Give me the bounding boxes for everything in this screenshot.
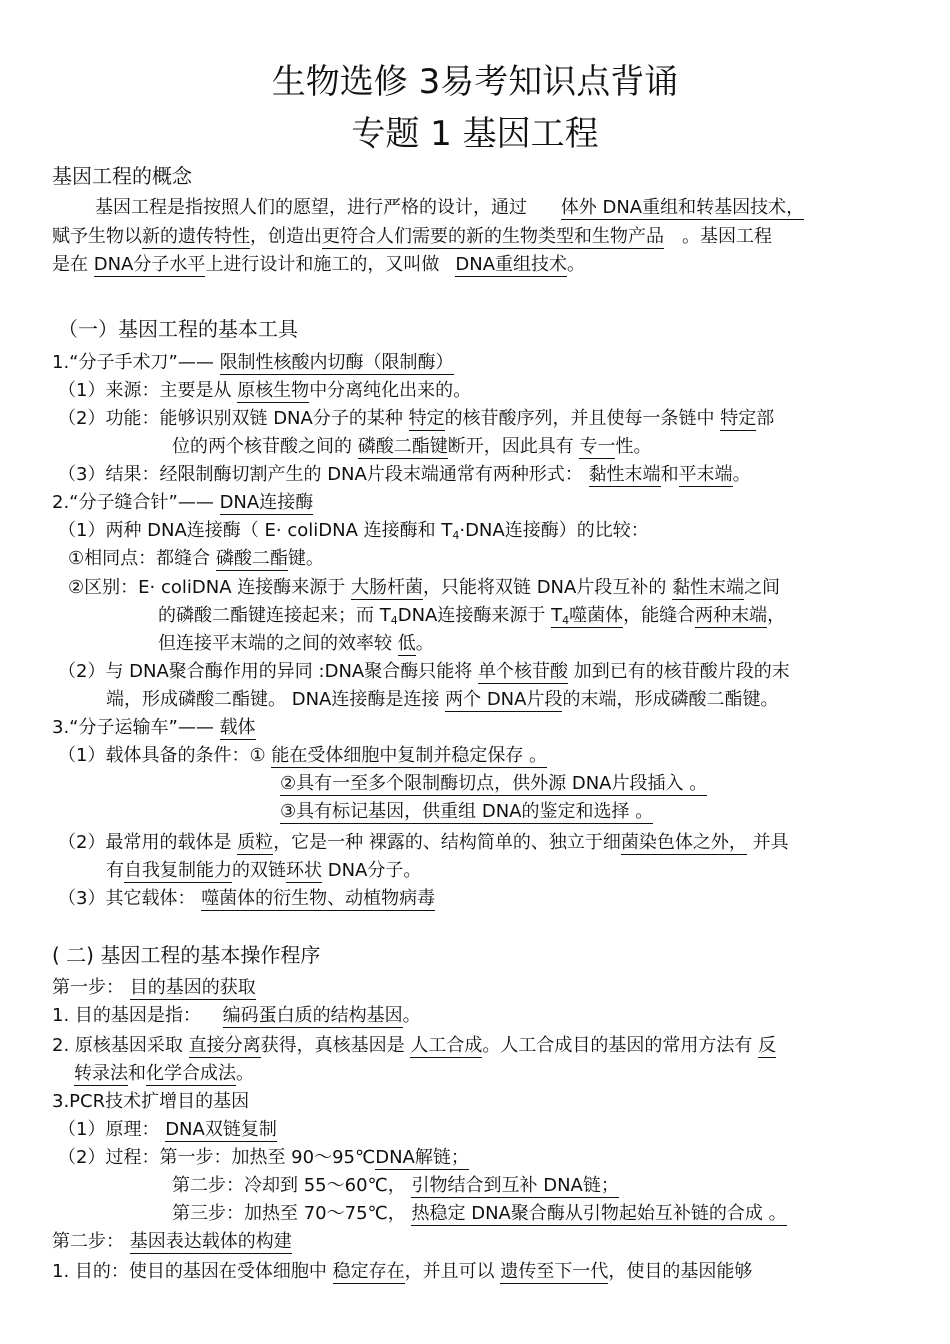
text: DNA分子的某种 bbox=[273, 408, 403, 429]
underlined-text: 黏性末端 bbox=[672, 577, 745, 598]
text: （1）两种 DNA连接酶（ E· coliDNA 连接酶和 T bbox=[58, 520, 453, 541]
text: 。 bbox=[236, 1063, 254, 1084]
subscript: 4 bbox=[562, 614, 570, 627]
text: ，并且可以 bbox=[404, 1261, 495, 1282]
underlined-text: 专一 bbox=[579, 436, 616, 457]
text: 端，形成磷酸二酯键。 DNA连接酶是连接 bbox=[106, 689, 440, 710]
underlined-text: 稳定存在 bbox=[332, 1261, 405, 1282]
text: （2）功能：能够识别双链 bbox=[58, 408, 268, 429]
underlined-text: 编码蛋白质的结构基因 bbox=[222, 1005, 403, 1026]
procedure-heading: ( 二) 基因工程的基本操作程序 bbox=[52, 943, 321, 967]
underlined-text: 限制性核酸内切酶（限制酶） bbox=[219, 352, 454, 373]
tool-1-function-cont bbox=[172, 434, 651, 460]
text: T bbox=[551, 605, 563, 626]
text: 上进行设计和施工的，又叫做 bbox=[205, 254, 440, 275]
text: 和 bbox=[660, 464, 679, 485]
underlined-text: 单个核苷酸 bbox=[477, 661, 568, 682]
tool-2-compare bbox=[58, 518, 649, 549]
text: 。 bbox=[403, 860, 422, 881]
text: 。人工合成目的基因的常用方法有 bbox=[482, 1035, 753, 1056]
step-2-point-1 bbox=[52, 1259, 752, 1285]
tool-3-condition-3 bbox=[280, 799, 653, 825]
underlined-text: DNA连接酶 bbox=[219, 492, 314, 513]
text: ，它是一种 裸露的、结构简单的、独立于细 bbox=[273, 832, 621, 853]
text: 性。 bbox=[615, 436, 652, 457]
text: ，只能将双链 DNA片段互补的 bbox=[422, 577, 667, 598]
tool-3-condition-2 bbox=[280, 771, 707, 797]
text: 获得，真核基因是 bbox=[260, 1035, 405, 1056]
text: 2. 原核基因采取 bbox=[52, 1035, 183, 1056]
text: 的核苷酸序列，并且使每一条链中 bbox=[444, 408, 715, 429]
tool-3-title bbox=[52, 715, 256, 741]
underlined-text bbox=[551, 605, 623, 628]
tool-1-result bbox=[58, 462, 751, 488]
text: 。 bbox=[415, 633, 434, 654]
text: DNA分子 bbox=[327, 860, 404, 881]
step-2-title bbox=[52, 1229, 292, 1255]
text: 2.“分子缝合针”—— bbox=[52, 492, 214, 513]
tool-2-same bbox=[68, 546, 324, 572]
underlined-text: 两个 DNA片段 bbox=[445, 689, 563, 710]
concept-line-3 bbox=[52, 252, 585, 278]
text: 第三步：加热至 70～75℃， bbox=[172, 1203, 406, 1224]
text: ，能缝合 bbox=[623, 605, 696, 626]
tool-1-source bbox=[58, 378, 471, 404]
text: （2）最常用的载体是 bbox=[58, 832, 232, 853]
tool-3-other bbox=[58, 886, 435, 912]
text: 之间 bbox=[744, 577, 781, 598]
text: 。 bbox=[732, 464, 751, 485]
text: 基因工程是指按照人们的愿望，进行严格的设计，通过 bbox=[95, 197, 527, 218]
text: 有 bbox=[106, 860, 124, 881]
tool-2-vs-polymerase bbox=[58, 659, 790, 685]
underlined-text: 大肠杆菌 bbox=[350, 577, 423, 598]
underlined-text: 基因表达载体的构建 bbox=[129, 1231, 292, 1252]
underlined-text: 磷酸二酯 bbox=[215, 548, 288, 569]
text: 断开，因此具有 bbox=[447, 436, 574, 457]
step-1-point-1 bbox=[52, 1003, 421, 1029]
text: （1）载体具备的条件：① bbox=[58, 745, 266, 766]
text: （2）过程：第一步：加热至 90～95℃ bbox=[58, 1147, 376, 1168]
underlined-text: 低 bbox=[397, 633, 416, 654]
text: 第二步：冷却到 55～60℃， bbox=[172, 1175, 406, 1196]
tool-3-conditions bbox=[58, 743, 547, 769]
doc-subtitle: 专题 1 基因工程 bbox=[351, 114, 599, 154]
underlined-text: 磷酸二酯键 bbox=[357, 436, 448, 457]
underlined-text: 原核生物 bbox=[237, 380, 310, 401]
text: 1. 目的：使目的基因在受体细胞中 bbox=[52, 1261, 327, 1282]
text: （3）结果：经限制酶切割产生的 bbox=[58, 464, 322, 485]
tool-1-function bbox=[58, 406, 774, 432]
underlined-text: 能在受体细胞中复制并稳定保存 。 bbox=[271, 745, 548, 766]
underlined-text: 载体 bbox=[219, 717, 256, 738]
underlined-text: DNA双链复制 bbox=[165, 1119, 277, 1140]
tool-3-plasmid-cont bbox=[106, 858, 421, 884]
text: （2）与 DNA聚合酶作用的异同 :DNA聚合酶只能将 bbox=[58, 661, 473, 682]
pcr-step-3 bbox=[172, 1201, 787, 1227]
text: （3）其它载体： bbox=[58, 888, 196, 909]
text: DNA片段末端通常有两种形式： bbox=[327, 464, 583, 485]
text: 3.“分子运输车”—— bbox=[52, 717, 214, 738]
step-1-point-2-cont bbox=[74, 1061, 254, 1087]
underlined-text: 特定 bbox=[408, 408, 445, 429]
pcr-principle bbox=[58, 1117, 277, 1143]
underlined-text: 转录法 bbox=[74, 1063, 128, 1084]
text: ，使目的基因能够 bbox=[608, 1261, 753, 1282]
underlined-text: 直接分离 bbox=[188, 1035, 261, 1056]
underlined-text: 更符合人们需要的新的生物类型和生物产品 bbox=[322, 226, 664, 247]
text: 的磷酸二酯键连接起来；而 T bbox=[158, 605, 391, 626]
tool-2-title bbox=[52, 490, 313, 516]
text: 和 bbox=[128, 1063, 146, 1084]
underlined-text: 菌染色体之外， bbox=[620, 832, 747, 853]
underlined-text: 特定 bbox=[720, 408, 757, 429]
doc-title: 生物选修 3易考知识点背诵 bbox=[271, 62, 679, 102]
underlined-text: 两种末端 bbox=[695, 605, 768, 626]
step-1-point-3: 3.PCR技术扩增目的基因 bbox=[52, 1091, 250, 1112]
subscript: 4 bbox=[390, 614, 398, 627]
text: （1）来源：主要是从 bbox=[58, 380, 232, 401]
tool-2-diff-cont2 bbox=[158, 631, 434, 657]
underlined-text: 自我复制能力 bbox=[124, 860, 232, 881]
step-1-point-2 bbox=[52, 1033, 776, 1059]
underlined-text: 平末端 bbox=[678, 464, 733, 485]
tool-2-diff bbox=[68, 575, 780, 601]
underlined-text: 质粒 bbox=[237, 832, 274, 853]
text: 的双链 bbox=[232, 860, 286, 881]
tool-1-title bbox=[52, 350, 454, 376]
underlined-text: 人工合成 bbox=[410, 1035, 483, 1056]
text: 加到已有的核苷酸片段的末 bbox=[573, 661, 790, 682]
text: 。 bbox=[402, 1005, 421, 1026]
text: DNA连接酶来源于 bbox=[397, 605, 546, 626]
underlined-text: 体外 DNA重组和转基因技术， bbox=[560, 197, 805, 218]
underlined-text: DNA重组技术 bbox=[455, 254, 568, 275]
text: ②区别：E· coliDNA 连接酶来源于 bbox=[68, 577, 346, 598]
text: 部 bbox=[756, 408, 775, 429]
underlined-text: 化学合成法 bbox=[146, 1063, 236, 1084]
text: 中分离纯化出来的。 bbox=[309, 380, 472, 401]
pcr-step-1 bbox=[58, 1145, 469, 1171]
tools-heading: （一）基因工程的基本工具 bbox=[58, 317, 298, 341]
text: ①相同点：都缝合 bbox=[68, 548, 211, 569]
underlined-text: 噬菌体的衍生物、动植物病毒 bbox=[201, 888, 436, 909]
underlined-text: 引物结合到互补 DNA链； bbox=[411, 1175, 619, 1196]
underlined-text: 黏性末端 bbox=[588, 464, 661, 485]
underlined-text: DNA解链； bbox=[375, 1147, 469, 1168]
pcr-step-2 bbox=[172, 1173, 619, 1199]
underlined-text: 环状 bbox=[286, 860, 322, 881]
text: 1.“分子手术刀”—— bbox=[52, 352, 214, 373]
concept-heading: 基因工程的概念 bbox=[52, 164, 192, 188]
text: 第一步： bbox=[52, 977, 124, 998]
underlined-text: ③具有标记基因，供重组 DNA的鉴定和选择 。 bbox=[280, 801, 654, 822]
text: 1. 目的基因是指： bbox=[52, 1005, 201, 1026]
tool-3-plasmid bbox=[58, 830, 789, 856]
text: 的末端，形成磷酸二酯键。 bbox=[562, 689, 779, 710]
concept-line-1 bbox=[95, 195, 804, 221]
tool-2-diff-cont bbox=[158, 603, 785, 634]
text: 是在 bbox=[52, 254, 88, 275]
underlined-text: 遗传至下一代 bbox=[500, 1261, 609, 1282]
tool-2-vs-polymerase-cont bbox=[106, 687, 778, 713]
text: （1）原理： bbox=[58, 1119, 160, 1140]
underlined-text: ②具有一至多个限制酶切点，供外源 DNA片段插入 。 bbox=[280, 773, 708, 794]
concept-line-2 bbox=[52, 224, 772, 250]
text: 第二步： bbox=[52, 1231, 124, 1252]
subscript: 4 bbox=[452, 529, 460, 542]
text: 位的两个核苷酸之间的 bbox=[172, 436, 352, 457]
underlined-text: 目的基因的获取 bbox=[129, 977, 256, 998]
underlined-text: 反 bbox=[758, 1035, 777, 1056]
text: 。基因工程 bbox=[682, 226, 772, 247]
text: 。 bbox=[567, 254, 586, 275]
text: 并具 bbox=[752, 832, 789, 853]
text: 但连接平末端的之间的效率较 bbox=[158, 633, 392, 654]
text: ，创造出 bbox=[250, 226, 322, 247]
step-1-title bbox=[52, 975, 256, 1001]
text: 赋予生物以 bbox=[52, 226, 142, 247]
text: 键。 bbox=[287, 548, 324, 569]
underlined-text: 热稳定 DNA聚合酶从引物起始互补链的合成 。 bbox=[411, 1203, 787, 1224]
text: 噬菌体 bbox=[569, 605, 624, 626]
text: ， bbox=[767, 605, 786, 626]
text: ·DNA连接酶）的比较： bbox=[459, 520, 649, 541]
underlined-text: DNA分子水平 bbox=[93, 254, 206, 275]
underlined-text: 新的遗传特性 bbox=[142, 226, 250, 247]
